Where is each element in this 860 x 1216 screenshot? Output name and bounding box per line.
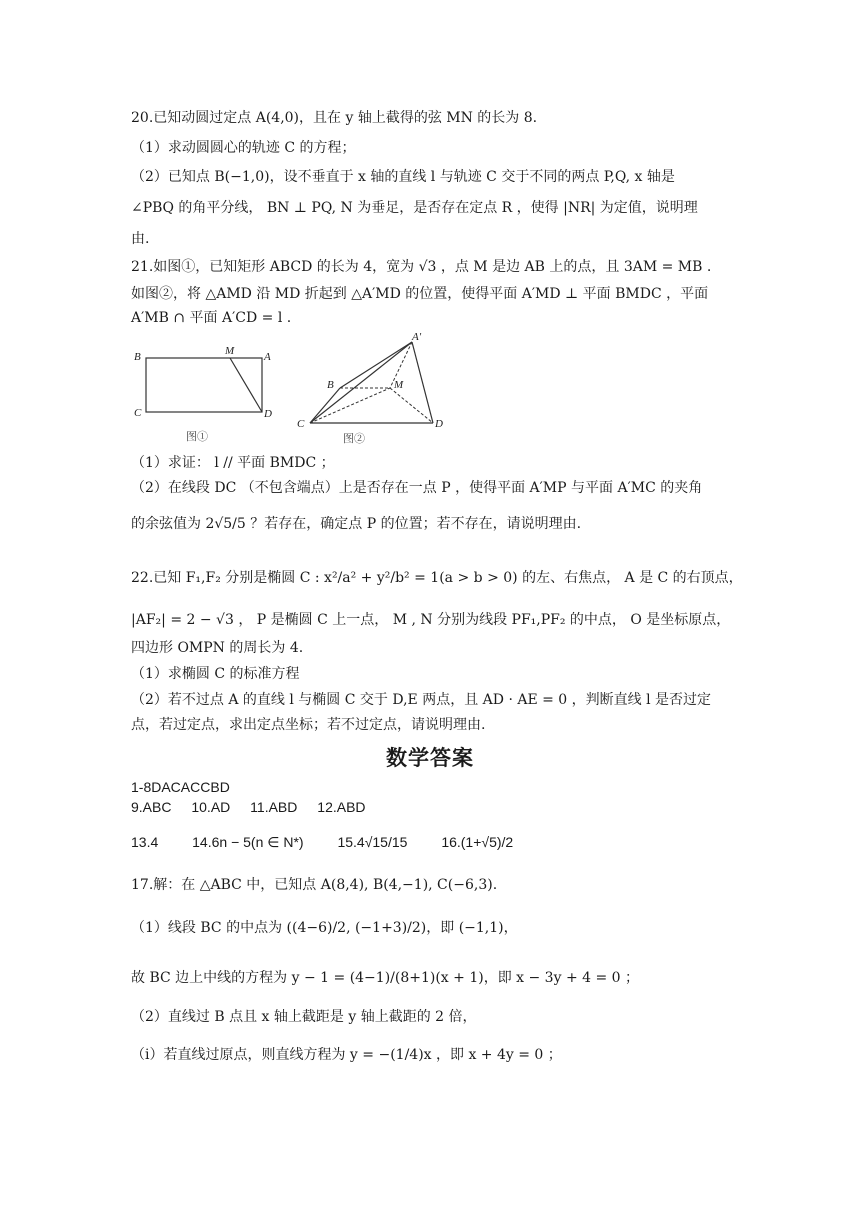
- figure-1-rectangle: [128, 338, 288, 448]
- edge-ad: [412, 342, 433, 423]
- fig2-label-b: B: [327, 379, 334, 391]
- sol17-line-2: （1）线段 BC 的中点为 ((4−6)/2, (−1+3)/2)，即 (−1,1)，: [131, 920, 518, 936]
- figure-2-solid: [290, 328, 450, 448]
- q22-line-5: （2）若不过点 A 的直线 l 与椭圆 C 交于 D,E 两点，且 AD · AE = 0 ，判断直线 l 是否过定: [131, 692, 712, 708]
- q22-line-3: 四边形 OMPN 的周长为 4.: [131, 640, 304, 656]
- answers-row-3: [131, 832, 513, 852]
- fig2-label-a: A′: [412, 331, 422, 343]
- answer-11: 11.ABD: [250, 799, 298, 815]
- edge-md: [390, 388, 433, 423]
- sol17-line-1: 17.解：在 △ABC 中，已知点 A(8,4), B(4,−1), C(−6,3).: [131, 877, 498, 893]
- answer-16: 16.(1+√5)/2: [441, 834, 514, 850]
- segment-md: [230, 358, 262, 412]
- q22-line-1: 22.已知 F₁,F₂ 分别是椭圆 C : x²/a² + y²/b² = 1(a > b > 0) 的左、右焦点， A 是 C 的右顶点，: [131, 570, 743, 586]
- edge-cm: [310, 388, 390, 423]
- q21-part-1: （1）求证： l // 平面 BMDC ；: [131, 455, 335, 471]
- answers-row-1: 1-8DACACCBD: [131, 779, 230, 795]
- q21-part-2: （2）在线段 DC （不包含端点）上是否存在一点 P ，使得平面 A′MP 与平面 A′MC 的夹角: [131, 480, 703, 496]
- q22-line-2: |AF₂| = 2 − √3 ， P 是椭圆 C 上一点， M , N 分别为线段 PF₁,PF₂ 的中点， O 是坐标原点，: [131, 612, 731, 628]
- fig1-label-c: C: [134, 407, 142, 419]
- q20-line-3: （2）已知点 B(−1,0)，设不垂直于 x 轴的直线 l 与轨迹 C 交于不同的两点 P,Q, x 轴是: [131, 169, 675, 185]
- fig2-caption: 图②: [343, 433, 365, 445]
- fig1-caption: 图①: [186, 431, 208, 443]
- q22-line-6: 点，若过定点，求出定点坐标；若不过定点，请说明理由.: [131, 717, 486, 733]
- edge-cb: [310, 388, 340, 423]
- q21-line-2: 如图②，将 △AMD 沿 MD 折起到 △A′MD 的位置，使得平面 A′MD ⊥ 平面 BMDC ，平面: [131, 286, 709, 302]
- fig2-label-d: D: [435, 418, 443, 430]
- q21-part-3: 的余弦值为 2√5/5 ？若存在，确定点 P 的位置；若不存在，请说明理由.: [131, 516, 582, 532]
- answer-15: 15.4√15/15: [337, 834, 408, 850]
- fig1-label-b: B: [134, 351, 141, 363]
- q21-line-3: A′MB ∩ 平面 A′CD = l .: [131, 310, 292, 326]
- answer-10: 10.AD: [191, 799, 231, 815]
- answer-12: 12.ABD: [317, 799, 366, 815]
- answers-title: 数学答案: [386, 746, 474, 770]
- q20-line-5: 由.: [131, 231, 150, 247]
- rect-abcd: [146, 358, 262, 412]
- answers-row-2: [131, 797, 366, 817]
- answer-13: 13.4: [131, 834, 159, 850]
- fig2-label-c: C: [297, 418, 305, 430]
- q20-line-4: ∠PBQ 的角平分线， BN ⊥ PQ, N 为垂足，是否存在定点 R ，使得 |NR| 为定值，说明理: [131, 200, 698, 216]
- fig1-label-m: M: [225, 345, 235, 357]
- sol17-line-4: （2）直线过 B 点且 x 轴上截距是 y 轴上截距的 2 倍，: [131, 1009, 477, 1025]
- q22-line-4: （1）求椭圆 C 的标准方程: [131, 666, 300, 682]
- fig1-label-a: A: [264, 351, 271, 363]
- q20-line-2: （1）求动圆圆心的轨迹 C 的方程；: [131, 140, 356, 156]
- sol17-line-3: 故 BC 边上中线的方程为 y − 1 = (4−1)/(8+1)(x + 1)，即 x − 3y + 4 = 0 ；: [131, 970, 640, 986]
- sol17-line-5: （i）若直线过原点，则直线方程为 y = −(1/4)x ，即 x + 4y = 0 ；: [131, 1047, 562, 1063]
- q20-line-1: 20.已知动圆过定点 A(4,0)，且在 y 轴上截得的弦 MN 的长为 8.: [131, 110, 538, 126]
- fig2-label-m: M: [394, 379, 404, 391]
- answer-9: 9.ABC: [131, 799, 172, 815]
- q21-line-1: 21.如图①，已知矩形 ABCD 的长为 4，宽为 √3 ，点 M 是边 AB 上的点，且 3AM = MB .: [131, 259, 712, 275]
- answer-14: 14.6n − 5(n ∈ N*): [192, 834, 304, 850]
- fig1-label-d: D: [264, 408, 272, 420]
